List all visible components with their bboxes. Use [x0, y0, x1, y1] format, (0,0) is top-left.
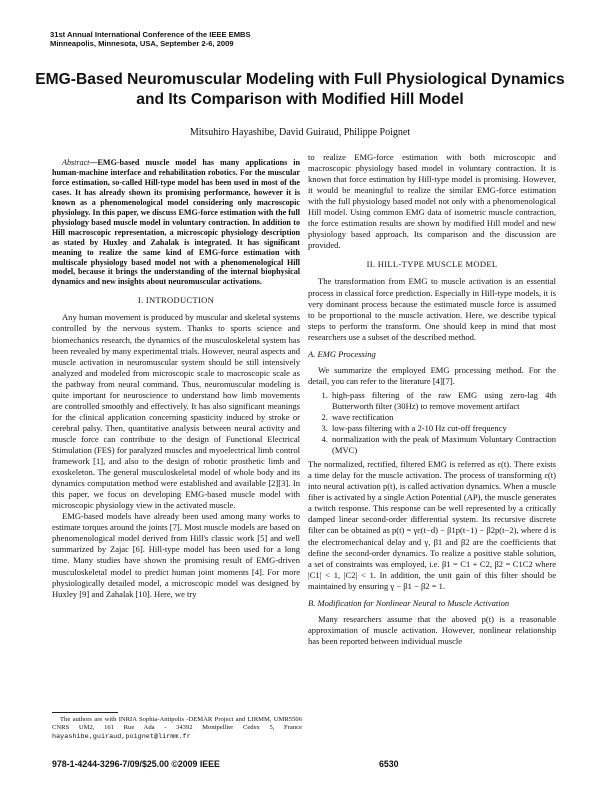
hill-paragraph-1: The transformation from EMG to muscle activation is an essential process in classical force prediction. Especially in Hill-type models, it is very dominant process because the estimated muscle force is assumed to be proportional to the muscle activation. Here, we describe typical steps to perform the transform. One should keep in mind that most researchers use a subset of the described method. — [308, 276, 556, 342]
intro-paragraph-1: Any human movement is produced by muscular and skeletal systems controlled by the nervous system. Thanks to sports science and biomechanics research, the dynamics of the musculoskeletal system has been revealed by many experimental trials. However, neural aspects and muscle activation in neuromuscular system should be still intensively analyzed and modeled from microscopic scale to macroscopic scale as the pathway from neural command. Thus, neuromuscular modeling is quite important for neuroscience to understand how limb movements are controlled smoothly and effectively. It has also significant meanings for the clinical application concerning spasticity induced by stroke or cerebral palsy. Then, quantitative analysis between neural activity and muscle force can contribute to the design of Functional Electrical Stimulation (FES) for paralyzed muscles and myoelectrical limb control framework [1], and also to the design of robotic prosthetic limb and exoskeleton. The general musculoskeletal model of whole body and its dynamics computation method were established and available [2][3]. In this paper, we focus on developing EMG-based muscle model with microscopic physiology view in the activated muscle. — [52, 312, 300, 511]
intro-paragraph-2: EMG-based models have already been used among many works to estimate torques around the joints [7]. Most muscle models are based on phenomenological model derived from Hill's classic work [5] and well summarized by Zajac [6]. Hill-type model has been used for a long time. Many studies have shown the promising result of EMG-driven musculoskeletal model to predict human joint moments [4]. For more physiologically detailed model, a microscopic model was designed by Huxley [9] and Zahalak [10]. Here, we try — [52, 511, 300, 599]
title-line-1: EMG-Based Neuromuscular Modeling with Full Physiological Dynamics — [35, 71, 565, 88]
isbn-copyright: 978-1-4244-3296-7/09/$25.00 ©2009 IEEE — [52, 759, 220, 769]
abstract-text: —EMG-based muscle model has many applications in human-machine interface and rehabilitation robotics. For the muscular force estimation, so-called Hill-type model has been used in most of the cases. It has already shown its promising performance, however it is known as a phenomenological model considering only macroscopic physiology. In this paper, we discuss EMG-force estimation with the full physiology based muscle model in voluntary contraction. In addition to Hill macroscopic representation, a microscopic physiology description as stated by Huxley and Zahalak is integrated. It has significant meaning to realize the same kind of EMG-force estimation with multiscale physiology based model not with a phenomenological Hill model, because it brings the understanding of the internal biophysical dynamics and new insights about neuromuscular activations. — [52, 158, 300, 287]
subsection-heading-nonlinear: B. Modification for Nonlinear Neural to Muscle Activation — [308, 597, 510, 608]
section-heading-introduction: I. INTRODUCTION — [137, 295, 215, 306]
conference-name: 31st Annual International Conference of the IEEE EMBS — [50, 30, 251, 39]
abstract — [52, 158, 300, 287]
conference-header — [50, 30, 251, 48]
right-paragraph-1: to realize EMG-force estimation with both microscopic and macroscopic physiology based model in voluntary contraction. It is known that force estimation by Hill-type model is promising. However, it would be meaningful to realize the similar EMG-force estimation with the full physiology based model not only with a phenomenological Hill model. Using common EMG data of isometric muscle contraction, the force estimation results are shown by modified Hill model and new physiology based approach. Its comparison and the discussion are provided. — [308, 152, 556, 251]
list-item: 3. low-pass filtering with a 2-10 Hz cut-off frequency — [330, 423, 556, 434]
footnote-text: The authors are with INRIA Sophia-Antipolis -DEMAR Project and LIRMM, UMR5506 CNRS UM2, 161 Rue Ada - 34392 Montpellier Cedex 5, France — [52, 716, 302, 732]
authors: Mitsuhiro Hayashibe, David Guiraud, Philippe Poignet — [189, 127, 411, 138]
title-line-2: and Its Comparison with Modified Hill Model — [136, 91, 464, 108]
list-item: 4. normalization with the peak of Maximum Voluntary Contraction (MVC) — [330, 434, 556, 456]
emg-steps-list — [308, 390, 556, 456]
footnote — [52, 716, 302, 741]
right-column — [308, 152, 556, 647]
left-column — [52, 150, 300, 600]
emg-paragraph-1: We summarize the employed EMG processing method. For the detail, you can refer to the literature [4][7]. — [308, 364, 556, 386]
subsection-heading-emg-processing: A. EMG Processing — [308, 348, 376, 359]
conference-location: Minneapolis, Minnesota, USA, September 2-6, 2009 — [50, 39, 234, 49]
page-number: 6530 — [379, 759, 399, 769]
list-item: 1. high-pass filtering of the raw EMG using zero-lag 4th Butterworth filter (30Hz) to remove movement artifact — [330, 390, 556, 412]
list-item: 2. wave rectification — [330, 412, 556, 423]
footnote-email: hayashibe,guiraud,poignet@lirmm.fr — [52, 732, 191, 741]
abstract-label: Abstract — [62, 158, 90, 167]
section-heading-hill-model: II. HILL-TYPE MUSCLE MODEL — [366, 259, 498, 270]
emg-paragraph-2: The normalized, rectified, filtered EMG is referred as ε(t). There exists a time delay for the muscle activation. The process of transforming ε(t) into neural activation p(t), is called activation dynamics. When a muscle fiber is activated by a single Action Potential (AP), the muscle generates a twitch response. This response can be well represented by a critically damped linear second-order differential system. Its recursive discrete filter can be obtained as p(t) = γε(t−d) − β1p(t−1) − β2p(t−2), where d is the electromechanical delay and γ, β1 and β2 are the coefficients that define the second-order dynamics. To realize a positive stable solution, a set of constraints was employed, i.e. β1 = C1 + C2, β2 = C1C2 where |C1| < 1, |C2| < 1. In addition, the unit gain of this filter should be maintained by ensuring γ − β1 − β2 = 1. — [308, 459, 556, 591]
paper-title — [30, 70, 570, 110]
footnote-rule — [52, 712, 118, 713]
nonlinear-paragraph-1: Many researchers assume that the aboved p(t) is a reasonable approximation of muscle activation. However, nonlinear relationship has been reported between individual muscle — [308, 613, 556, 646]
